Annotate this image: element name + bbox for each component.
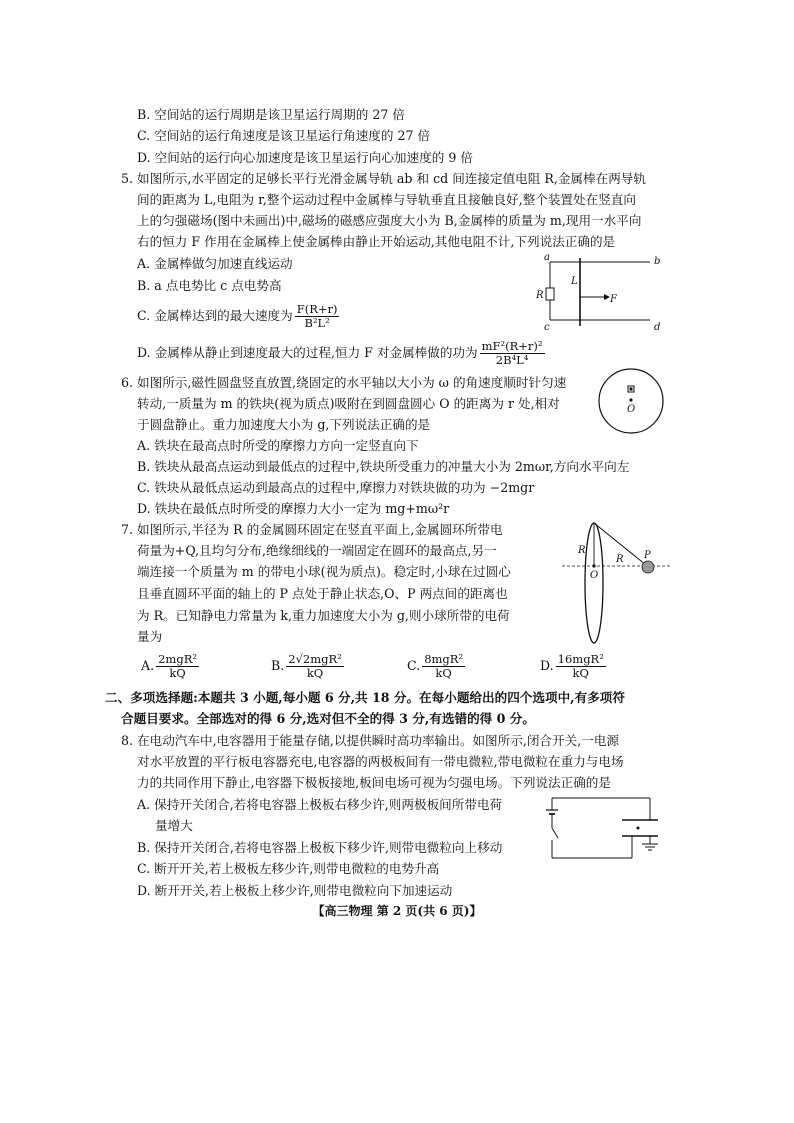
q7-option-a-fraction <box>156 653 199 680</box>
q7-option-a-denominator: kQ <box>169 666 186 680</box>
q7-option-d-numerator: 16mgR² <box>557 652 604 666</box>
q5-option-c <box>137 303 341 330</box>
q5-stem-line1: 5. 如图所示,水平固定的足够长平行光滑金属导轨 ab 和 cd 间连接定值电阻 R,金属棒在两导轨 <box>121 171 646 186</box>
q5-option-c-fraction <box>295 303 340 330</box>
q4-option-c: C. 空间站的运行角速度是该卫星运行角速度的 27 倍 <box>137 128 431 143</box>
section2-heading-line2: 合题目要求。全部选对的得 6 分,选对但不全的得 3 分,有选错的得 0 分。 <box>121 711 535 726</box>
fig-label-f: F <box>610 294 617 305</box>
charged-ball <box>642 561 654 573</box>
q7-option-d-denominator: kQ <box>572 666 589 680</box>
q4-option-b: B. 空间站的运行周期是该卫星运行周期的 27 倍 <box>137 107 405 122</box>
q7-ring-figure <box>560 516 675 650</box>
q7-option-a <box>141 653 201 680</box>
q6-option-c: C. 铁块从最低点运动到最高点的过程中,摩擦力对铁块做的功为 −2mgr <box>137 480 535 495</box>
q7-option-c-label: C. <box>407 658 421 673</box>
q7-option-d <box>540 653 608 680</box>
q4-option-d: D. 空间站的运行向心加速度是该卫星运行向心加速度的 9 倍 <box>137 150 473 165</box>
q6-option-a: A. 铁块在最高点时所受的摩擦力方向一定竖直向下 <box>137 438 419 453</box>
fig-label-r-ring: R <box>578 545 586 556</box>
q5-stem-line4: 右的恒力 F 作用在金属棒上使金属棒由静止开始运动,其他电阻不计,下列说法正确的是 <box>137 234 616 249</box>
q7-stem-line5: 为 R。已知静电力常量为 k,重力加速度大小为 g,则小球所带的电荷 <box>137 608 510 623</box>
section2-heading-line1: 二、多项选择题:本题共 3 小题,每小题 6 分,共 18 分。在每小题给出的四个选项中,有多项符 <box>105 690 625 705</box>
q8-stem-line2: 对水平放置的平行板电容器充电,电容器的两极板间有一带电微粒,带电微粒在重力与电场 <box>137 754 624 769</box>
q7-stem-line6: 量为 <box>137 629 163 644</box>
q5-stem-line2: 间的距离为 L,电阻为 r,整个运动过程中金属棒与导轨垂直且接触良好,整个装置处在竖直向 <box>137 192 636 207</box>
fig-label-b: b <box>654 256 661 267</box>
charged-particle <box>637 827 640 830</box>
q6-stem-line3: 于圆盘静止。重力加速度大小为 g,下列说法正确的是 <box>137 417 431 432</box>
q7-stem-line3: 端连接一个质量为 m 的带电小球(视为质点)。稳定时,小球在过圆心 <box>137 564 511 579</box>
q8-option-a-line2: 量增大 <box>155 818 193 833</box>
page-footer: 【高三物理 第 2 页(共 6 页)】 <box>312 904 482 918</box>
q8-stem-line1: 8. 在电动汽车中,电容器用于能量存储,以提供瞬时高功率输出。如图所示,闭合开关,一电源 <box>121 733 620 748</box>
q7-stem-line4: 且垂直圆环平面的轴上的 P 点处于静止状态,O、P 两点间的距离也 <box>137 586 508 601</box>
fig-label-o: O <box>590 570 599 581</box>
q5-stem-line3: 上的匀强磁场(图中未画出)中,磁场的磁感应强度大小为 B,金属棒的质量为 m,现用一水平向 <box>137 213 642 228</box>
q5-option-d-numerator: mF²(R+r)² <box>481 339 543 353</box>
q8-option-d: D. 断开开关,若上极板上移少许,则带电微粒向下加速运动 <box>137 883 453 898</box>
q5-option-a: A. 金属棒做匀加速直线运动 <box>137 256 293 271</box>
q7-option-b-fraction <box>286 653 344 680</box>
fig-label-d: d <box>654 322 661 333</box>
q5-option-d-fraction <box>480 340 545 367</box>
q5-option-c-numerator: F(R+r) <box>296 302 338 316</box>
fig-label-o: O <box>627 404 636 415</box>
q7-option-b <box>271 653 346 680</box>
q8-capacitor-circuit <box>540 792 665 864</box>
q7-option-a-label: A. <box>141 658 155 673</box>
q8-option-b: B. 保持开关闭合,若将电容器上极板下移少许,则带电微粒向上移动 <box>137 840 503 855</box>
q5-option-d <box>137 340 547 367</box>
q5-option-d-text: D. 金属棒从静止到速度最大的过程,恒力 F 对金属棒做的功为 <box>137 345 478 360</box>
q6-option-b: B. 铁块从最高点运动到最低点的过程中,铁块所受重力的冲量大小为 2mωr,方向水平向左 <box>137 459 630 474</box>
fig-label-a: a <box>544 252 550 263</box>
fig-label-r: R <box>536 290 544 301</box>
q6-stem-line1: 6. 如图所示,磁性圆盘竖直放置,绕固定的水平轴以大小为 ω 的角速度顺时针匀速 <box>121 375 567 390</box>
q7-option-d-label: D. <box>540 658 554 673</box>
q6-disk-figure <box>596 366 666 436</box>
q5-option-b: B. a 点电势比 c 点电势高 <box>137 278 282 293</box>
q7-option-d-fraction <box>556 653 606 680</box>
fig-label-p: P <box>644 550 651 561</box>
q8-option-a-line1: A. 保持开关闭合,若将电容器上极板右移少许,则两极板间所带电荷 <box>137 797 503 812</box>
q8-stem-line3: 力的共同作用下静止,电容器下极板接地,板间电场可视为匀强电场。下列说法正确的是 <box>137 775 611 790</box>
q6-stem-line2: 转动,一质量为 m 的铁块(视为质点)吸附在到圆盘圆心 O 的距离为 r 处,相对 <box>137 396 560 411</box>
fig-label-l: L <box>571 276 578 287</box>
q7-option-c-fraction <box>422 653 465 680</box>
q5-option-d-denominator: 2B⁴L⁴ <box>495 353 529 367</box>
q7-option-c-denominator: kQ <box>435 666 452 680</box>
switch-symbol <box>552 828 558 838</box>
q7-option-c <box>407 653 467 680</box>
q7-stem-line2: 荷量为+Q,且均匀分布,绝缘细线的一端固定在圆环的最高点,另一 <box>137 543 497 558</box>
fig-label-c: c <box>544 322 550 333</box>
q7-option-b-label: B. <box>271 658 285 673</box>
q7-option-b-denominator: kQ <box>306 666 324 680</box>
fig-label-r-distance: R <box>616 554 624 565</box>
q8-option-c: C. 断开开关,若上极板左移少许,则带电微粒的电势升高 <box>137 861 440 876</box>
q7-option-a-numerator: 2mgR² <box>158 652 197 666</box>
q7-option-b-numerator: 2√2mgR² <box>288 652 342 666</box>
q5-option-c-denominator: B²L² <box>304 316 330 330</box>
q5-rail-figure <box>530 254 665 334</box>
q6-option-d: D. 铁块在最低点时所受的摩擦力大小一定为 mg+mω²r <box>137 501 450 516</box>
resistor-symbol <box>546 288 554 300</box>
q7-stem-line1: 7. 如图所示,半径为 R 的金属圆环固定在竖直平面上,金属圆环所带电 <box>121 522 503 537</box>
q5-option-c-text: C. 金属棒达到的最大速度为 <box>137 308 293 323</box>
q7-option-c-numerator: 8mgR² <box>424 652 464 666</box>
